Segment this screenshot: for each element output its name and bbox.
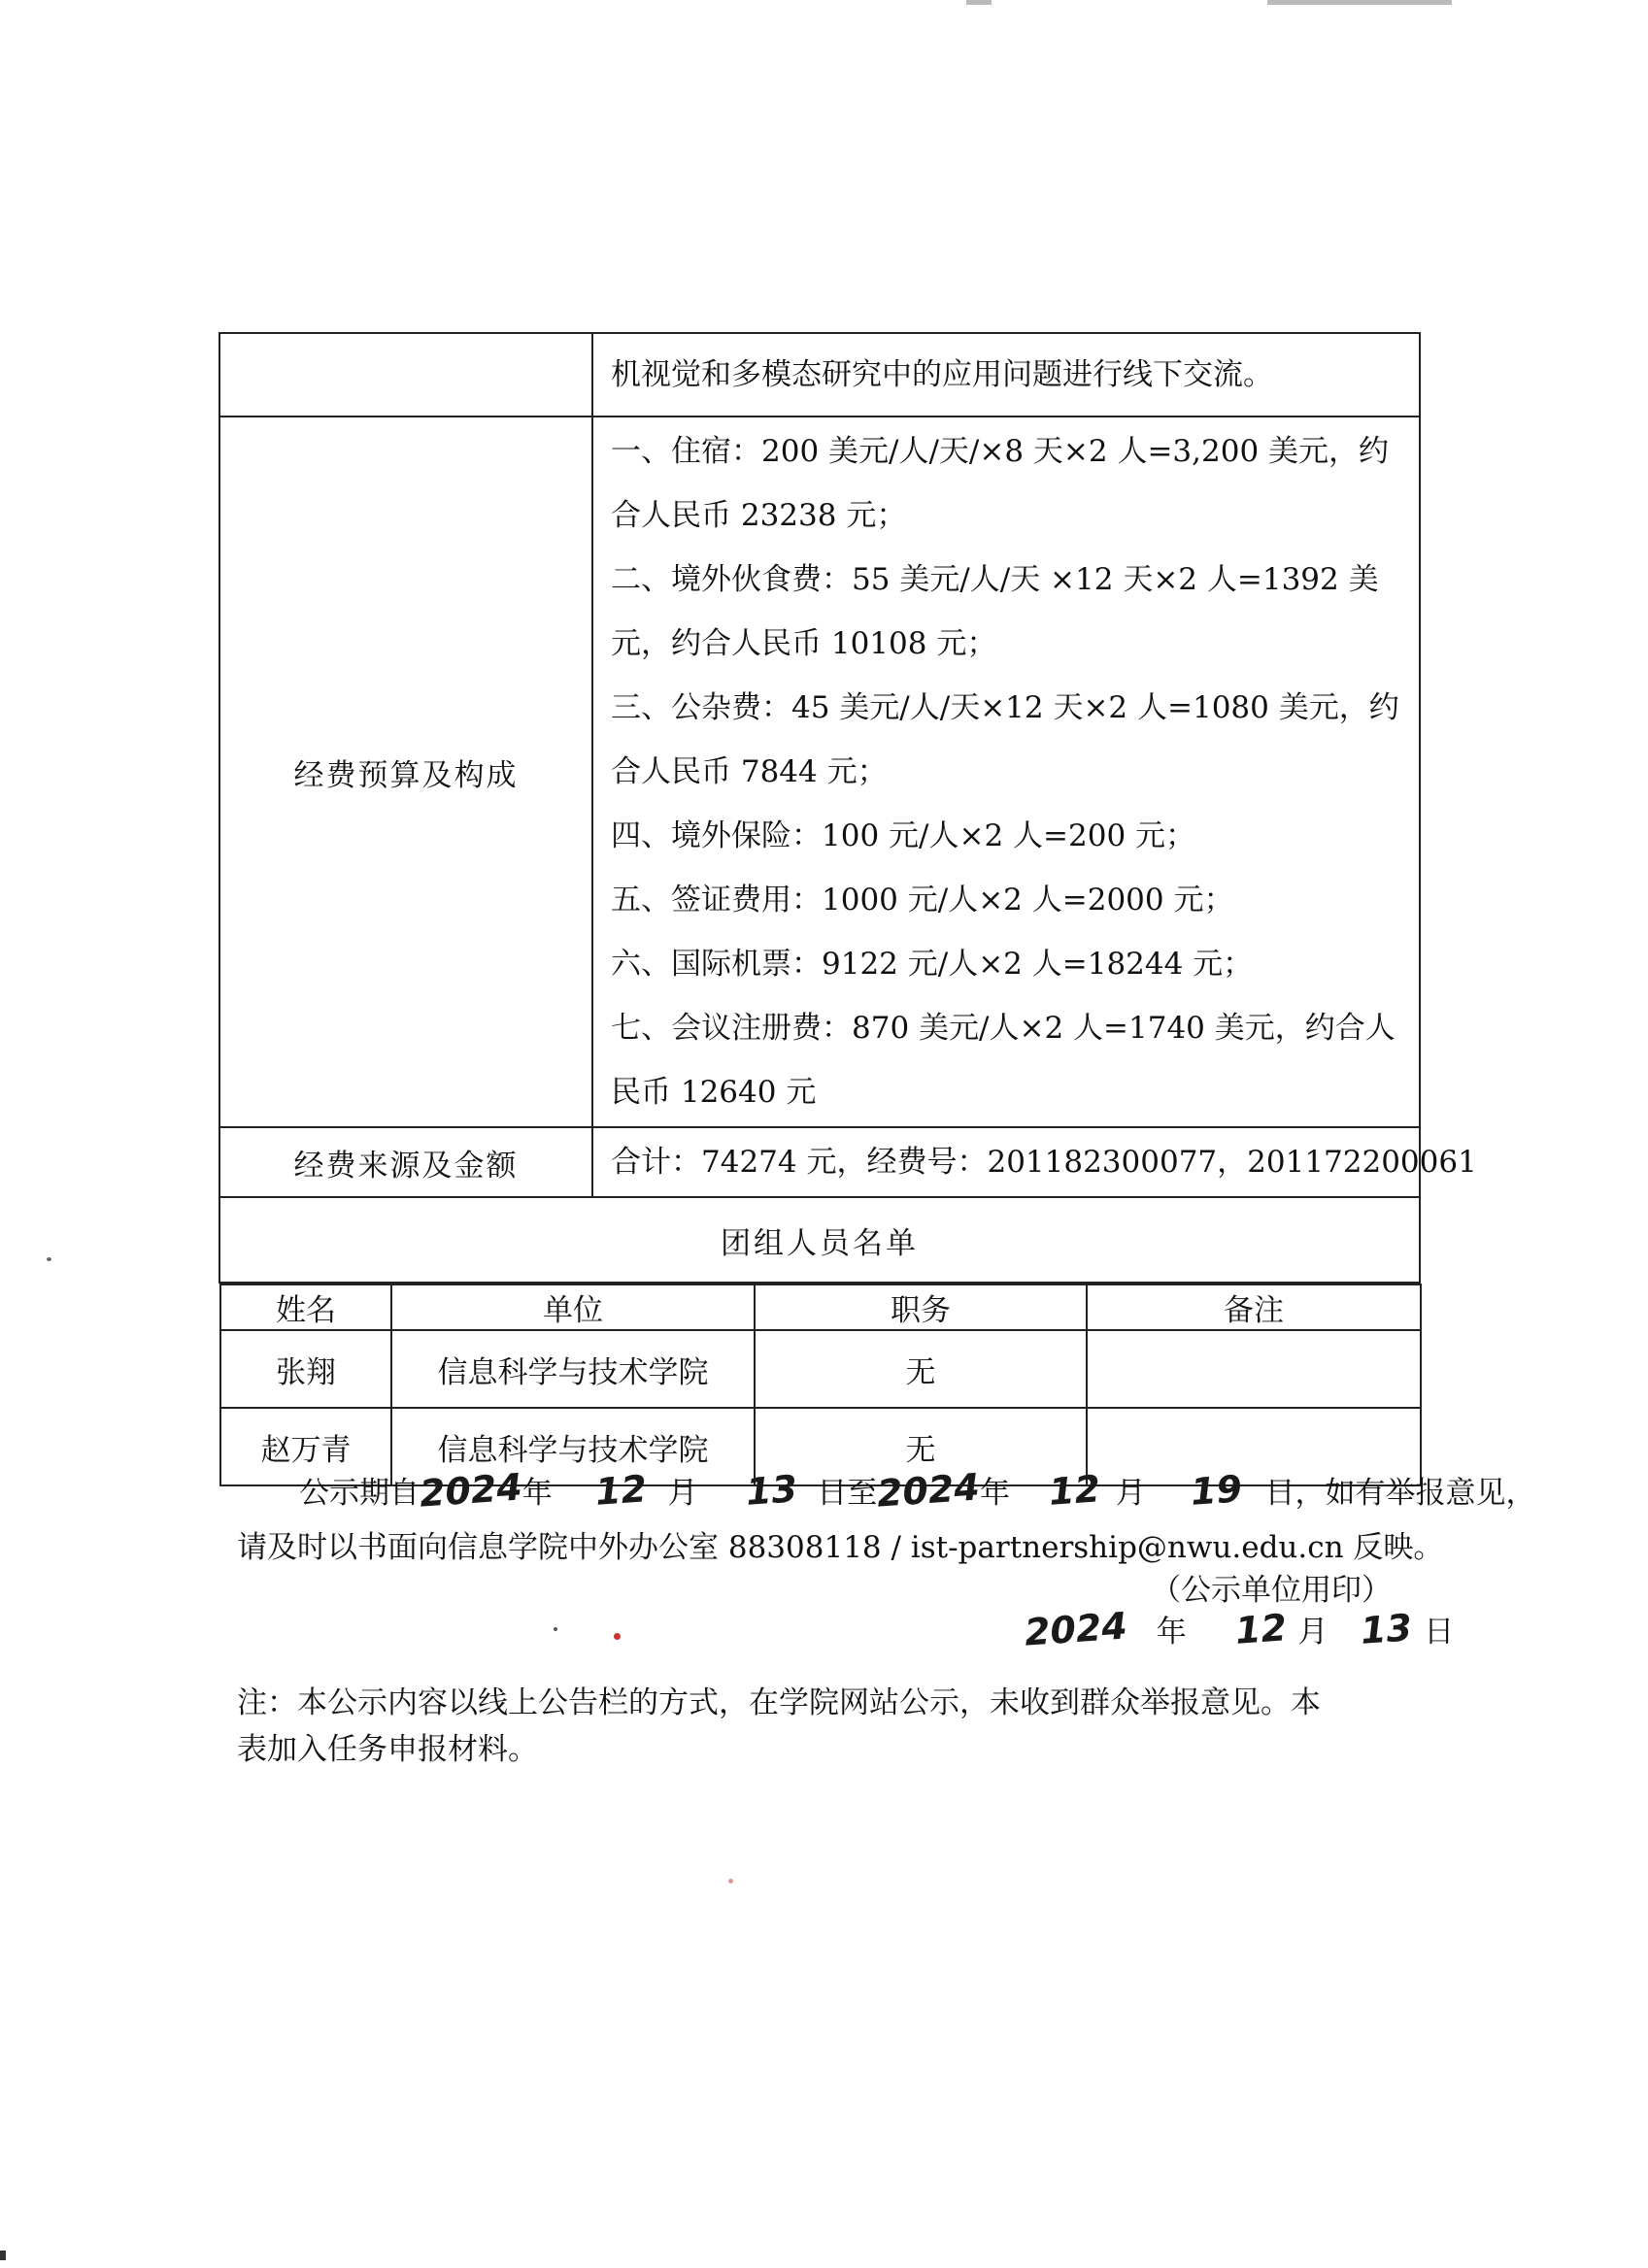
member-unit: 信息科学与技术学院 [391,1330,755,1408]
notice-text: 月 [667,1476,698,1511]
scan-artifact-top-right [1267,0,1452,5]
handwritten-start-month: 12 [593,1467,648,1514]
purpose-row [219,333,1420,417]
handwritten-sign-month: 12 [1233,1606,1288,1652]
member-name: 张翔 [220,1330,391,1408]
budget-line: 四、境外保险：100 元/人×2 人=200 元； [611,818,1196,853]
handwritten-sign-day: 13 [1359,1606,1414,1652]
budget-details [592,417,1420,1127]
budget-line: 三、公杂费：45 美元/人/天×12 天×2 人=1080 美元，约 [611,690,1399,725]
member-unit: 信息科学与技术学院 [391,1408,755,1485]
notice-text: 月 [1297,1615,1328,1650]
roster-title-row [219,1197,1420,1283]
budget-line: 民币 12640 元 [611,1075,817,1110]
handwritten-sign-year: 2024 [1023,1604,1129,1654]
budget-label: 经费预算及构成 [219,417,592,1127]
handwritten-end-month: 12 [1047,1467,1102,1514]
handwritten-start-day: 13 [744,1467,799,1514]
budget-line: 一、住宿：200 美元/人/天/×8 天×2 人=3,200 美元，约 [611,434,1390,469]
member-position: 无 [755,1408,1087,1485]
roster-title: 团组人员名单 [219,1197,1420,1283]
scan-speck [47,1257,51,1261]
roster-header: 备注 [1087,1284,1421,1330]
scan-speck [728,1879,733,1884]
budget-line: 二、境外伙食费：55 美元/人/天 ×12 天×2 人=1392 美 [611,562,1379,597]
handwritten-start-year: 2024 [418,1465,524,1516]
member-position: 无 [755,1330,1087,1408]
notice-prefix: 公示期自 [299,1476,420,1511]
notice-contact-line: 请及时以书面向信息学院中外办公室 88308118 / ist-partnership@nwu.edu.cn 反映。 [237,1530,1444,1565]
scan-speck [554,1627,557,1631]
roster-header-row [220,1284,1421,1330]
handwritten-end-year: 2024 [875,1465,982,1516]
purpose-label-cell [219,333,592,417]
notice-text: 日至 [817,1476,878,1511]
scan-artifact-bottom-left [0,2251,6,2260]
notice-text: 年 [980,1476,1011,1511]
member-name: 赵万青 [220,1408,391,1485]
budget-line: 六、国际机票：9122 元/人×2 人=18244 元； [611,947,1254,982]
notice-period-line [299,1465,1536,1516]
budget-line: 合人民币 7844 元； [611,754,888,789]
scan-artifact-top [966,0,992,5]
roster-header: 单位 [391,1284,755,1330]
roster-row [219,1283,1420,1486]
funding-label: 经费来源及金额 [219,1127,592,1197]
budget-line: 元，约合人民币 10108 元； [611,626,997,661]
roster-table [219,1284,1422,1486]
scan-speck [614,1633,621,1640]
notice-text: 年 [1156,1615,1187,1650]
notice-text: 月 [1115,1476,1146,1511]
notice-text: 日 [1424,1615,1455,1650]
roster-header: 姓名 [220,1284,391,1330]
funding-row [219,1127,1420,1197]
purpose-continuation: 机视觉和多模态研究中的应用问题进行线下交流。 [592,333,1420,417]
budget-line: 五、签证费用：1000 元/人×2 人=2000 元； [611,883,1234,917]
signature-date-line [1023,1604,1455,1654]
budget-row [219,417,1420,1127]
notice-text: 年 [521,1476,553,1511]
member-note [1087,1330,1421,1408]
footnote-line: 表加入任务申报材料。 [237,1732,538,1767]
footnote-line: 注：本公示内容以线上公告栏的方式，在学院网站公示，未收到群众举报意见。本 [237,1685,1321,1720]
application-table [219,332,1477,1486]
notice-text: 日，如有举报意见， [1264,1476,1536,1511]
budget-line: 七、会议注册费：870 美元/人×2 人=1740 美元，约合人 [611,1011,1396,1046]
seal-note: （公示单位用印） [1151,1573,1392,1608]
funding-value: 合计：74274 元，经费号：201182300077，201172200061 [592,1127,1420,1197]
table-row [220,1330,1421,1408]
handwritten-end-day: 19 [1189,1467,1244,1514]
budget-line: 合人民币 23238 元； [611,498,907,533]
roster-header: 职务 [755,1284,1087,1330]
